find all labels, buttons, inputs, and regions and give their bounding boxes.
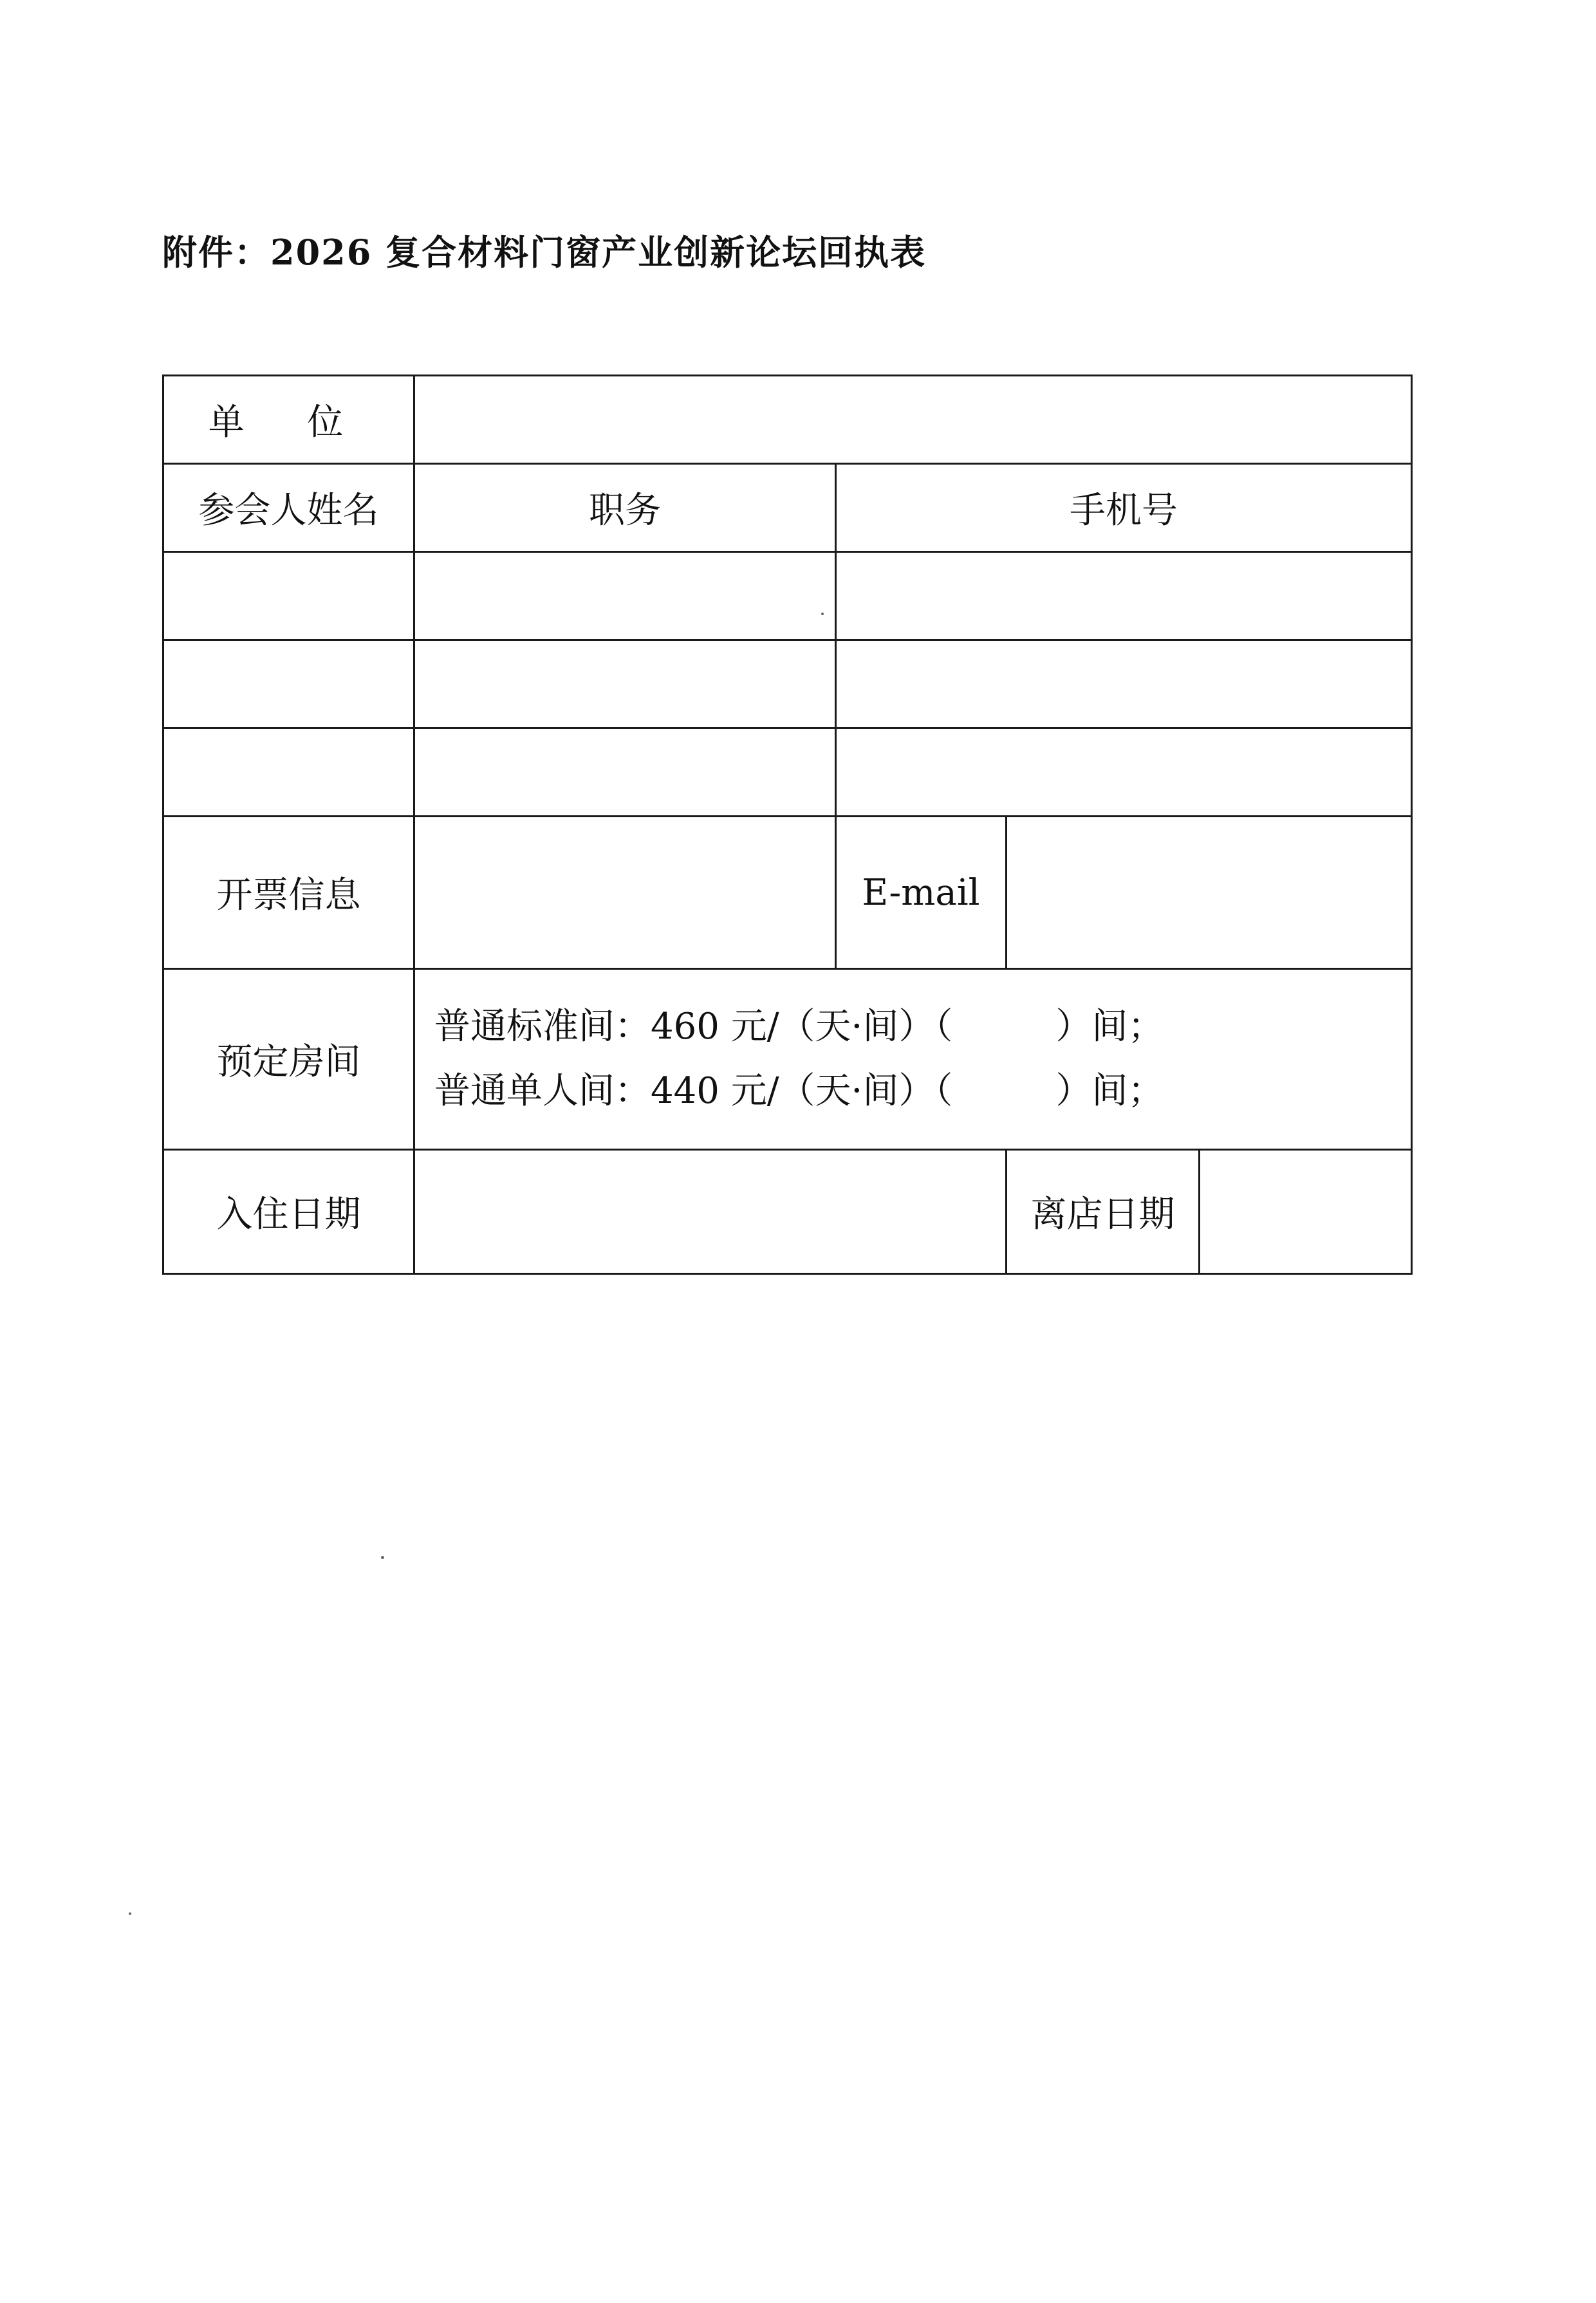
name-header: 参会人姓名	[163, 464, 414, 552]
unit-row	[163, 376, 1412, 464]
position-header: 职务	[414, 464, 836, 552]
email-label: E-mail	[836, 817, 1007, 969]
attendee-position-cell[interactable]	[414, 728, 836, 817]
checkin-input-cell[interactable]	[414, 1150, 1007, 1274]
room-option-single: 普通单人间：440 元/（天·间）（ ）间；	[434, 1070, 1164, 1112]
invoice-row	[163, 817, 1412, 969]
attendee-row	[163, 640, 1412, 728]
registration-form-table	[162, 375, 1413, 1275]
attendee-name-cell[interactable]	[163, 640, 414, 728]
checkin-label: 入住日期	[163, 1150, 414, 1274]
unit-input-cell[interactable]	[414, 376, 1412, 464]
room-option-standard: 普通标准间：460 元/（天·间）（ ）间；	[434, 1006, 1164, 1048]
checkout-label: 离店日期	[1007, 1150, 1200, 1274]
scan-speck	[821, 613, 824, 615]
attendee-phone-cell[interactable]	[836, 552, 1412, 640]
attendee-header-row	[163, 464, 1412, 552]
unit-label: 单 位	[163, 376, 414, 464]
attendee-row	[163, 728, 1412, 817]
attendee-name-cell[interactable]	[163, 552, 414, 640]
email-input-cell[interactable]	[1007, 817, 1412, 969]
invoice-label: 开票信息	[163, 817, 414, 969]
attendee-name-cell[interactable]	[163, 728, 414, 817]
attendee-phone-cell[interactable]	[836, 640, 1412, 728]
invoice-input-cell[interactable]	[414, 817, 836, 969]
phone-header: 手机号	[836, 464, 1412, 552]
page-title: 附件：2026 复合材料门窗产业创新论坛回执表	[162, 232, 927, 273]
room-options-cell	[414, 969, 1412, 1150]
checkout-input-cell[interactable]	[1200, 1150, 1412, 1274]
attendee-position-cell[interactable]	[414, 640, 836, 728]
attendee-phone-cell[interactable]	[836, 728, 1412, 817]
attendee-position-cell[interactable]	[414, 552, 836, 640]
attendee-row	[163, 552, 1412, 640]
scan-speck	[129, 1912, 131, 1915]
scan-speck	[381, 1556, 384, 1559]
room-row	[163, 969, 1412, 1150]
dates-row	[163, 1150, 1412, 1274]
room-label: 预定房间	[163, 969, 414, 1150]
